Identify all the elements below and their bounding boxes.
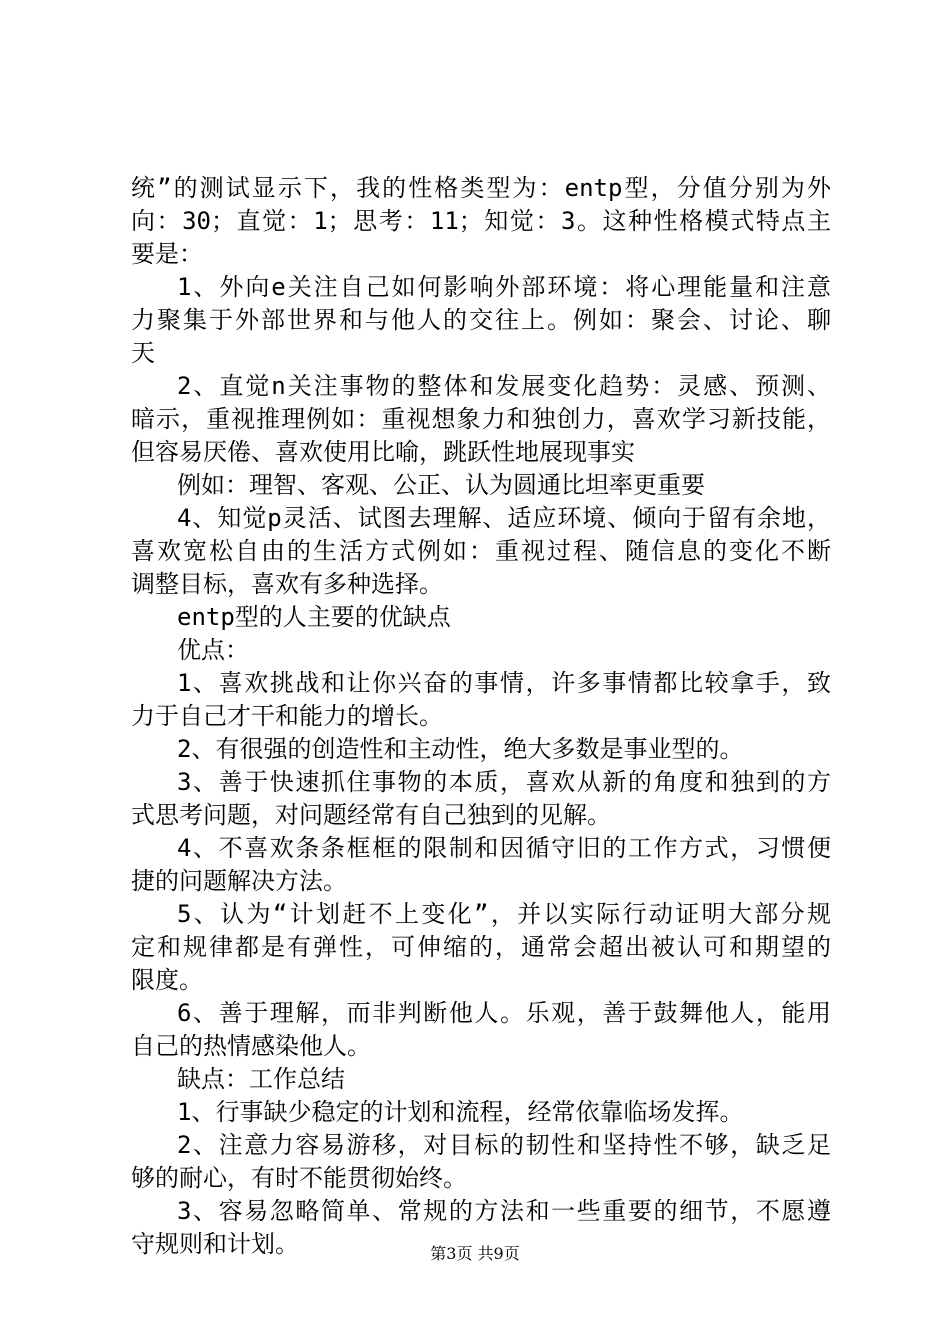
text-line: 统”的测试显示下，我的性格类型为：entp型，分值分别为外 [131, 174, 831, 202]
text-line: 限度。 [131, 966, 203, 994]
document-body [131, 172, 831, 1261]
text-line: 力于自己才干和能力的增长。 [131, 702, 443, 730]
text-line: 捷的问题解决方法。 [131, 867, 347, 895]
text-line: 2、注意力容易游移，对目标的韧性和坚持性不够，缺乏足 [177, 1131, 831, 1159]
text-line: 力聚集于外部世界和与他人的交往上。例如：聚会、讨论、聊 [131, 306, 831, 334]
text-line: 天 [131, 339, 155, 367]
text-line: 暗示，重视推理例如：重视想象力和独创力，喜欢学习新技能， [131, 405, 831, 433]
text-line: 但容易厌倦、喜欢使用比喻，跳跃性地展现事实 [131, 438, 635, 466]
text-line: 向：30；直觉：1；思考：11；知觉：3。这种性格模式特点主 [131, 207, 831, 235]
text-line: 6、善于理解，而非判断他人。乐观，善于鼓舞他人，能用 [177, 999, 831, 1027]
text-line: 4、不喜欢条条框框的限制和因循守旧的工作方式，习惯便 [177, 834, 831, 862]
text-line: 喜欢宽松自由的生活方式例如：重视过程、随信息的变化不断 [131, 537, 831, 565]
text-line: 例如：理智、客观、公正、认为圆通比坦率更重要 [177, 471, 705, 499]
text-line: 定和规律都是有弹性，可伸缩的，通常会超出被认可和期望的 [131, 933, 831, 961]
text-line: 要是： [131, 240, 203, 268]
text-line: 1、喜欢挑战和让你兴奋的事情，许多事情都比较拿手，致 [177, 669, 831, 697]
text-line: 自己的热情感染他人。 [131, 1032, 371, 1060]
text-line: 式思考问题，对问题经常有自己独到的见解。 [131, 801, 611, 829]
text-line: entp型的人主要的优缺点 [177, 603, 451, 631]
text-line: 守规则和计划。 [131, 1230, 299, 1258]
text-line: 5、认为“计划赶不上变化”，并以实际行动证明大部分规 [177, 900, 831, 928]
text-line: 优点： [177, 636, 249, 664]
text-line: 够的耐心，有时不能贯彻始终。 [131, 1164, 467, 1192]
text-line: 3、善于快速抓住事物的本质，喜欢从新的角度和独到的方 [177, 768, 831, 796]
page-number-footer: 第3页 共9页 [430, 1244, 520, 1263]
text-line: 调整目标，喜欢有多种选择。 [131, 570, 443, 598]
text-line: 4、知觉p灵活、试图去理解、适应环境、倾向于留有余地， [177, 504, 831, 532]
text-line: 2、直觉n关注事物的整体和发展变化趋势：灵感、预测、 [177, 372, 831, 400]
text-line: 1、外向e关注自己如何影响外部环境：将心理能量和注意 [177, 273, 831, 301]
text-line: 3、容易忽略简单、常规的方法和一些重要的细节，不愿遵 [177, 1197, 831, 1225]
text-line: 缺点：工作总结 [177, 1065, 345, 1093]
text-line: 2、有很强的创造性和主动性，绝大多数是事业型的。 [177, 735, 744, 763]
text-line: 1、行事缺少稳定的计划和流程，经常依靠临场发挥。 [177, 1098, 744, 1126]
